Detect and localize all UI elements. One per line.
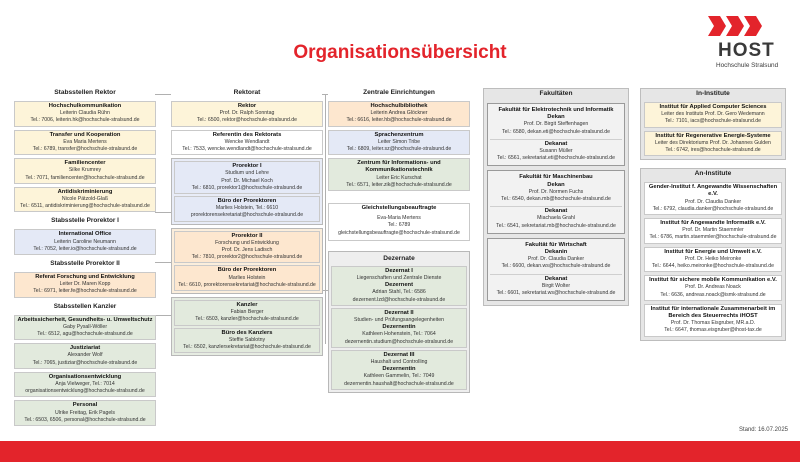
unit-title: Justiziariat bbox=[69, 345, 101, 352]
unit-title: Institut für Applied Computer Sciences bbox=[659, 104, 767, 110]
unit-title: Arbeitssicherheit, Gesundheits- u. Umweltschutz bbox=[17, 316, 153, 323]
column-fakultaeten bbox=[483, 88, 629, 306]
group-kanzler bbox=[171, 297, 323, 356]
connector-line bbox=[155, 94, 171, 95]
unit-card-organisationsentwicklung bbox=[14, 372, 156, 398]
unit-card-dezernat-3 bbox=[331, 350, 467, 390]
unit-line: Susann Müller bbox=[539, 148, 573, 155]
faculty-dekanat-label: Dekanat bbox=[544, 275, 568, 282]
unit-line: Adrian Stahl, Tel.: 6586 bbox=[372, 289, 426, 296]
unit-line: Prof. Dr. Andreas Noack bbox=[685, 284, 741, 291]
unit-line: Prof. Dr. Heiko Meironke bbox=[684, 255, 742, 262]
unit-line: Tel.: 7101, iacs@hochschule-stralsund.de bbox=[664, 118, 762, 125]
unit-line: Tel.: 6792, claudia.danker@hochschule-stralsund.de bbox=[652, 205, 774, 212]
unit-title: Antidiskriminierung bbox=[57, 188, 113, 195]
unit-line: Tel.: 6616, leiter.hb@hochschule-stralsund.de bbox=[346, 117, 452, 124]
section-heading: In-Institute bbox=[696, 90, 730, 97]
faculty-card-mb bbox=[487, 170, 625, 233]
logo-chevrons-icon bbox=[706, 14, 766, 38]
unit-card-ires bbox=[644, 131, 782, 157]
unit-line: Forschung und Entwicklung bbox=[215, 239, 279, 246]
unit-title: Institut für Energie und Umwelt e.V. bbox=[664, 248, 762, 255]
unit-line: Tel.: 6786, martin.staemmler@hochschule-stralsund.de bbox=[649, 234, 777, 241]
unit-subtitle: Dezernentin bbox=[382, 324, 416, 331]
group-in-institute bbox=[640, 88, 786, 160]
section-heading: Stabsstelle Prorektor I bbox=[51, 217, 119, 225]
unit-card-angewandte-informatik bbox=[644, 218, 782, 244]
unit-card-prorektor-2 bbox=[174, 231, 320, 264]
unit-line: Leiter Simon Tribe bbox=[377, 138, 421, 145]
faculty-title: Fakultät für Elektrotechnik und Informatik bbox=[498, 107, 614, 113]
unit-line: Leiter Eric Kurschat bbox=[376, 174, 422, 181]
unit-line: Tel.: 6601, sekretariat.ws@hochschule-stralsund.de bbox=[496, 290, 616, 297]
faculty-head bbox=[490, 241, 622, 272]
unit-line: Tel.: 6541, sekretariat.mb@hochschule-stralsund.de bbox=[496, 222, 616, 229]
unit-line: Tel.: 7071, familiencenter@hochschule-stralsund.de bbox=[25, 174, 145, 181]
unit-card-zik bbox=[328, 158, 470, 191]
unit-card-hochschulbibliothek bbox=[328, 101, 470, 127]
unit-line: Kathleen Hohenstein, Tel.: 7064 bbox=[362, 331, 436, 338]
connector-line bbox=[155, 212, 171, 213]
unit-card-arbeitssicherheit bbox=[14, 315, 156, 341]
unit-line: Kathleen Gammelin, Tel.: 7049 bbox=[363, 373, 435, 380]
unit-line: Steffie Sablotny bbox=[228, 336, 266, 343]
group-an-institute bbox=[640, 168, 786, 340]
section-heading: Rektorat bbox=[233, 89, 261, 96]
section-heading: Stabsstellen Rektor bbox=[54, 89, 116, 96]
unit-line: Eva-Maria Mertens bbox=[377, 215, 421, 222]
unit-line: Tel.: 6503, 6506, personal@hochschule-stralsund.de bbox=[24, 416, 146, 423]
unit-line: Marlies Holstein, Tel.: 6610 bbox=[215, 205, 279, 212]
unit-title: Büro der Prorektoren bbox=[217, 198, 277, 205]
unit-line: Prof. Dr. Martin Staemmler bbox=[682, 227, 744, 234]
unit-card-hochschulkommunikation bbox=[14, 101, 156, 127]
unit-line: Tel.: 7006, leiterin.hk@hochschule-stralsund.de bbox=[30, 117, 140, 124]
unit-line: Tel.: 6561, sekretariat.eti@hochschule-stralsund.de bbox=[496, 155, 615, 162]
faculty-head bbox=[490, 173, 622, 204]
unit-card-kanzler bbox=[174, 300, 320, 326]
section-heading: Fakultäten bbox=[539, 90, 573, 97]
unit-line: Nicole Pätzold-Glaß bbox=[61, 196, 109, 203]
faculty-dekanat bbox=[490, 206, 622, 231]
unit-line: Silke Krumrey bbox=[68, 167, 102, 174]
column-rektorat bbox=[171, 88, 323, 356]
unit-line: Birgit Wolter bbox=[541, 282, 571, 289]
unit-line: Tel.: 6610, prorektorensekretariat@hochschule-stralsund.de bbox=[178, 281, 316, 288]
unit-line: Alexander Wolf bbox=[67, 352, 103, 359]
unit-line: Tel.: 6810, prorektor1@hochschule-stralsund.de bbox=[191, 184, 303, 191]
unit-line: Ulrike Freitag, Erik Pagels bbox=[55, 409, 115, 416]
unit-title: Referat Forschung und Entwicklung bbox=[35, 274, 135, 281]
faculty-title: Fakultät für Maschinenbau bbox=[519, 174, 593, 181]
connector-line bbox=[155, 262, 171, 263]
unit-line: Leiterin Caroline Neumann bbox=[54, 238, 116, 245]
unit-title: Hochschulkommunikation bbox=[48, 103, 122, 109]
unit-title: Personal bbox=[72, 402, 98, 409]
unit-card-buero-prorektoren bbox=[174, 196, 320, 222]
logo-subtitle: Hochschule Stralsund bbox=[716, 62, 779, 69]
section-heading: Stabsstellen Kanzler bbox=[53, 302, 117, 310]
unit-card-familiencenter bbox=[14, 158, 156, 184]
footer-bar bbox=[0, 441, 800, 462]
faculty-head bbox=[490, 106, 622, 137]
unit-line: Haushalt und Controlling bbox=[370, 359, 428, 366]
unit-card-referentin bbox=[171, 130, 323, 156]
logo-wordmark: HOST bbox=[718, 40, 775, 61]
unit-line: dezernentin.studium@hochschule-stralsund.de bbox=[344, 338, 454, 345]
unit-line: Tel.: 6809, leiter.sz@hochschule-stralsund.de bbox=[346, 146, 452, 153]
unit-line: Tel.: 6789 bbox=[387, 222, 411, 229]
unit-title: Prorektor II bbox=[231, 232, 263, 239]
faculty-card-eti bbox=[487, 103, 625, 166]
unit-line: Leiter des Direktoriums Prof. Dr. Johannes Gulden bbox=[655, 139, 771, 146]
unit-line: Tel.: 7533, wencke.wendlandt@hochschule-stralsund.de bbox=[182, 146, 312, 153]
unit-line: dezernent.lzd@hochschule-stralsund.de bbox=[352, 296, 446, 303]
column-zentrale-einrichtungen bbox=[328, 88, 470, 393]
unit-card-dezernat-2 bbox=[331, 308, 467, 348]
unit-line: Tel.: 6540, dekan.mb@hochschule-stralsund.de bbox=[501, 196, 611, 203]
unit-line: Prof. Dr. Thomas Eisgruber, MR.a.D. bbox=[670, 320, 756, 327]
unit-line: Fabian Berger bbox=[230, 309, 264, 316]
unit-line: Leiterin Andrea Glöckner bbox=[370, 110, 428, 117]
unit-title: International Office bbox=[58, 231, 112, 238]
unit-card-dezernat-1 bbox=[331, 266, 467, 306]
unit-title: Prorektor I bbox=[232, 163, 262, 170]
unit-card-justiziariat bbox=[14, 343, 156, 369]
unit-line: Miachaela Grahl bbox=[537, 215, 575, 222]
section-heading: Stabsstelle Prorektor II bbox=[50, 260, 120, 268]
unit-line: Tel.: 6500, rektor@hochschule-stralsund.de bbox=[196, 117, 298, 124]
unit-card-international-office bbox=[14, 229, 156, 255]
unit-line: Tel.: 7052, leiter.io@hochschule-stralsund.de bbox=[33, 245, 137, 252]
unit-line: Tel.: 6647, thomas.eisgruber@ihost-tax.de bbox=[664, 327, 762, 334]
unit-line: Gaby Pysall-Wöller bbox=[62, 323, 108, 330]
unit-title: Dezernat II bbox=[384, 309, 414, 316]
faculty-dekanat-label: Dekanat bbox=[544, 140, 568, 147]
faculty-dekanat-label: Dekanat bbox=[544, 208, 568, 215]
unit-line: Studium und Lehre bbox=[225, 170, 269, 177]
unit-title: Dezernat I bbox=[385, 267, 413, 274]
unit-card-prorektor-1 bbox=[174, 161, 320, 194]
unit-title: Gleichstellungsbeauftragte bbox=[361, 205, 437, 212]
unit-line: Marlies Holstein bbox=[228, 274, 266, 281]
unit-line: Leiter des Instituts Prof. Dr. Gero Wedemann bbox=[661, 111, 765, 118]
unit-line: Tel.: 6636, andreas.noack@ismk-stralsund.de bbox=[660, 291, 766, 298]
unit-line: Wencke Wendlandt bbox=[224, 138, 270, 145]
faculty-dekan-label: Dekan bbox=[547, 181, 565, 188]
unit-title: Organisationsentwicklung bbox=[48, 373, 122, 380]
faculty-dekan-label: Dekanin bbox=[544, 249, 568, 256]
unit-title: Familiencenter bbox=[64, 160, 106, 167]
faculty-dekanat bbox=[490, 274, 622, 299]
unit-line: Prof. Dr. Normen Fuchs bbox=[528, 188, 584, 195]
unit-line: Tel.: 6503, kanzler@hochschule-stralsund.de bbox=[195, 316, 299, 323]
unit-title: Institut für internationale Zusammenarbeit im Bereich des Steuerrechts iHOST bbox=[650, 305, 776, 320]
page-title: Organisationsübersicht bbox=[293, 42, 507, 63]
unit-subtitle: Dezernent bbox=[384, 282, 414, 289]
unit-line: Eva Maria Mertens bbox=[63, 138, 107, 145]
unit-card-rektor bbox=[171, 101, 323, 127]
section-heading: Dezernate bbox=[383, 254, 415, 262]
faculty-dekan-label: Dekan bbox=[547, 114, 565, 121]
unit-title: Büro der Prorektoren bbox=[217, 267, 277, 274]
group-prorektor-1 bbox=[171, 158, 323, 224]
unit-line: Liegenschaften und Zentrale Dienste bbox=[356, 275, 442, 282]
unit-title: Transfer und Kooperation bbox=[49, 131, 121, 138]
unit-card-ismk bbox=[644, 275, 782, 301]
unit-line: Tel.: 6971, leiter.fe@hochschule-stralsund.de bbox=[33, 288, 137, 295]
unit-line: Tel.: 6600, dekan.ws@hochschule-stralsund.de bbox=[501, 263, 611, 270]
unit-title: Kanzler bbox=[236, 302, 258, 309]
unit-title: Rektor bbox=[237, 103, 257, 109]
unit-line: Tel.: 7810, prorektor2@hochschule-stralsund.de bbox=[191, 254, 303, 261]
section-heading: An-Institute bbox=[694, 170, 732, 178]
unit-line: Studien- und Prüfungsangelegenheiten bbox=[354, 317, 444, 324]
unit-card-sprachenzentrum bbox=[328, 130, 470, 156]
unit-line: Tel.: 6571, leiter.zik@hochschule-stralsund.de bbox=[346, 181, 452, 188]
unit-title: Hochschulbibliothek bbox=[370, 103, 428, 109]
column-institute bbox=[640, 88, 786, 341]
faculty-title: Fakultät für Wirtschaft bbox=[525, 241, 587, 248]
connector-line bbox=[325, 94, 326, 344]
unit-card-buero-kanzler bbox=[174, 328, 320, 354]
unit-line: Tel.: 6512, agu@hochschule-stralsund.de bbox=[37, 331, 133, 338]
unit-line: Prof. Dr. Jens Ladisch bbox=[221, 247, 273, 254]
faculty-dekanat bbox=[490, 139, 622, 164]
unit-card-referat-forschung bbox=[14, 272, 156, 298]
group-dezernate bbox=[328, 251, 470, 393]
unit-line: Prof. Dr. Claudia Danker bbox=[527, 256, 585, 263]
unit-card-iacs bbox=[644, 102, 782, 128]
connector-line bbox=[155, 315, 171, 316]
unit-line: Prof. Dr. Michael Koch bbox=[221, 177, 273, 184]
unit-line: prorektorensekretariat@hochschule-stralsund.de bbox=[190, 212, 304, 219]
unit-title: Dezernat III bbox=[383, 351, 415, 358]
unit-card-gender-institut bbox=[644, 182, 782, 215]
unit-title: Referentin des Rektorats bbox=[212, 131, 282, 138]
unit-title: Institut für Regenerative Energie-Systeme bbox=[655, 132, 771, 139]
section-heading: Zentrale Einrichtungen bbox=[363, 89, 435, 96]
status-date: Stand: 16.07.2025 bbox=[738, 427, 788, 433]
unit-line: Leiterin Claudia Rühn bbox=[60, 110, 110, 117]
unit-card-buero-prorektoren bbox=[174, 265, 320, 291]
unit-line: Leiter Dr. Maren Kopp bbox=[59, 281, 111, 288]
unit-line: Tel.: 7065, justiziar@hochschule-stralsund.de bbox=[32, 359, 138, 366]
unit-line: Prof. Dr. Claudia Danker bbox=[684, 198, 742, 205]
column-stabsstellen bbox=[14, 88, 156, 426]
unit-card-gleichstellung bbox=[328, 203, 470, 241]
unit-card-transfer bbox=[14, 130, 156, 156]
unit-line: Tel.: 6789, transfer@hochschule-stralsund.de bbox=[32, 146, 138, 153]
unit-line: Tel.: 6742, ires@hochschule-stralsund.de bbox=[665, 147, 761, 154]
unit-card-personal bbox=[14, 400, 156, 426]
unit-line: Tel.: 6644, heiko.meironke@hochschule-stralsund.de bbox=[651, 263, 775, 270]
unit-line: Tel.: 6580, dekan.eti@hochschule-stralsund.de bbox=[502, 128, 610, 135]
unit-line: Tel.: 6502, kanzlersekretariat@hochschule-stralsund.de bbox=[183, 344, 311, 351]
unit-line: gleichstellungsbeauftragte@hochschule-stralsund.de bbox=[338, 229, 460, 236]
unit-line: organisationsentwicklung@hochschule-stralsund.de bbox=[25, 388, 145, 395]
unit-title: Büro des Kanzlers bbox=[221, 329, 273, 336]
unit-title: Gender-Institut f. Angewandte Wissenschaften e.V. bbox=[648, 184, 778, 198]
unit-title: Zentrum für Informations- und Kommunikationstechnik bbox=[357, 160, 441, 174]
faculty-card-ws bbox=[487, 238, 625, 301]
unit-title: Institut für Angewandte Informatik e.V. bbox=[660, 220, 766, 227]
unit-line: dezernentin.haushalt@hochschule-stralsund.de bbox=[344, 380, 454, 387]
unit-line: Prof. Dr. Ralph Sonntag bbox=[219, 110, 275, 117]
unit-line: Tel.: 6511, antidiskriminierung@hochschule-stralsund.de bbox=[20, 203, 150, 210]
group-prorektor-2 bbox=[171, 228, 323, 294]
unit-line: Anja Vielweger, Tel.: 7014 bbox=[55, 381, 115, 388]
unit-card-ihost bbox=[644, 304, 782, 337]
unit-subtitle: Dezernentin bbox=[382, 366, 416, 373]
unit-card-antidiskriminierung bbox=[14, 187, 156, 213]
unit-title: Sprachenzentrum bbox=[374, 131, 424, 138]
unit-title: Institut für sichere mobile Kommunikation e.V. bbox=[649, 277, 777, 284]
unit-line: Prof. Dr. Birgit Steffenhagen bbox=[523, 121, 589, 128]
unit-card-energie-umwelt bbox=[644, 247, 782, 273]
